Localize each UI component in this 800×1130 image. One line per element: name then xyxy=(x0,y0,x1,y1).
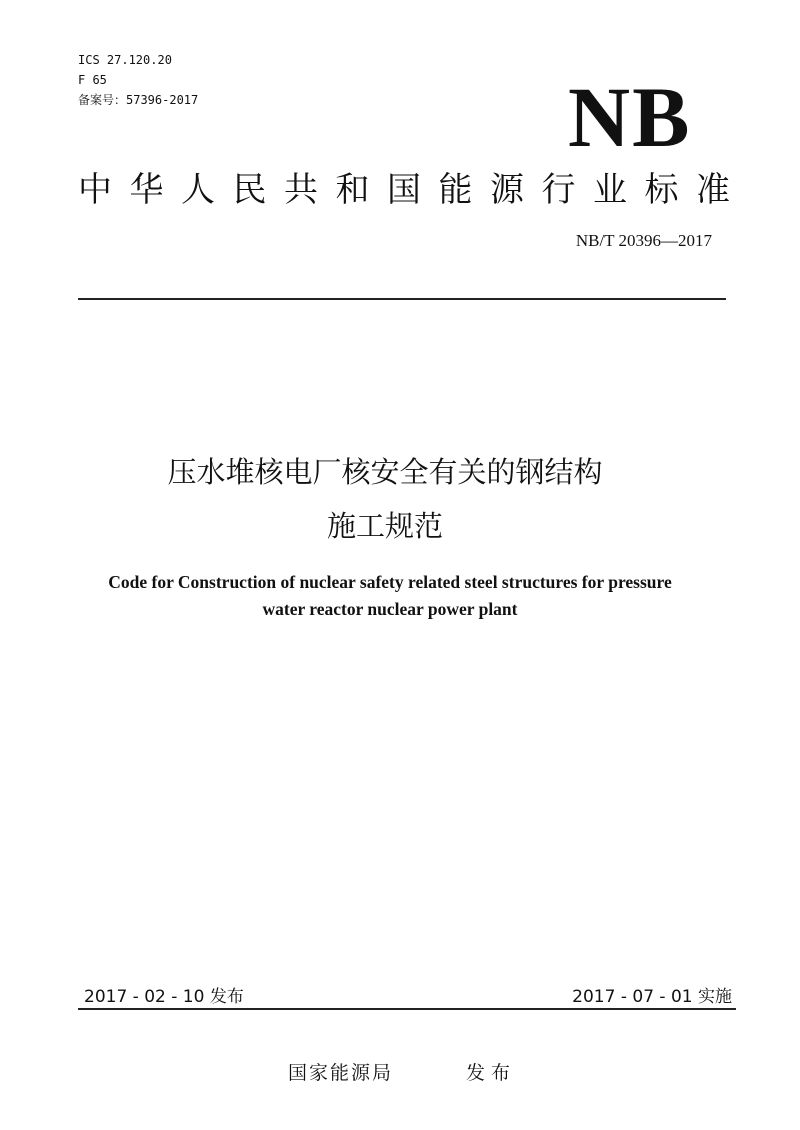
standard-category-title: 中华人民共和国能源行业标准 xyxy=(78,170,748,210)
issuer-action: 发布 xyxy=(466,1062,517,1084)
title-en-line1: Code for Construction of nuclear safety related steel structures for pressure xyxy=(108,572,672,592)
standard-number: NB/T 20396—2017 xyxy=(575,231,712,250)
header-divider xyxy=(78,298,726,300)
title-en-line2: water reactor nuclear power plant xyxy=(262,599,518,619)
title-cn-line1: 压水堆核电厂核安全有关的钢结构 xyxy=(167,455,603,489)
issue-date: 2017 - 02 - 10 发布 xyxy=(84,987,244,1007)
issuer-name: 国家能源局 xyxy=(288,1062,394,1084)
nb-logo: NB xyxy=(568,69,692,165)
effective-date: 2017 - 07 - 01 实施 xyxy=(572,987,732,1007)
title-cn-line2: 施工规范 xyxy=(326,509,443,543)
record-number: 备案号：57396-2017 xyxy=(78,93,199,107)
classification-code: F 65 xyxy=(78,73,107,87)
ics-code: ICS 27.120.20 xyxy=(78,53,172,67)
footer-divider xyxy=(78,1008,736,1010)
